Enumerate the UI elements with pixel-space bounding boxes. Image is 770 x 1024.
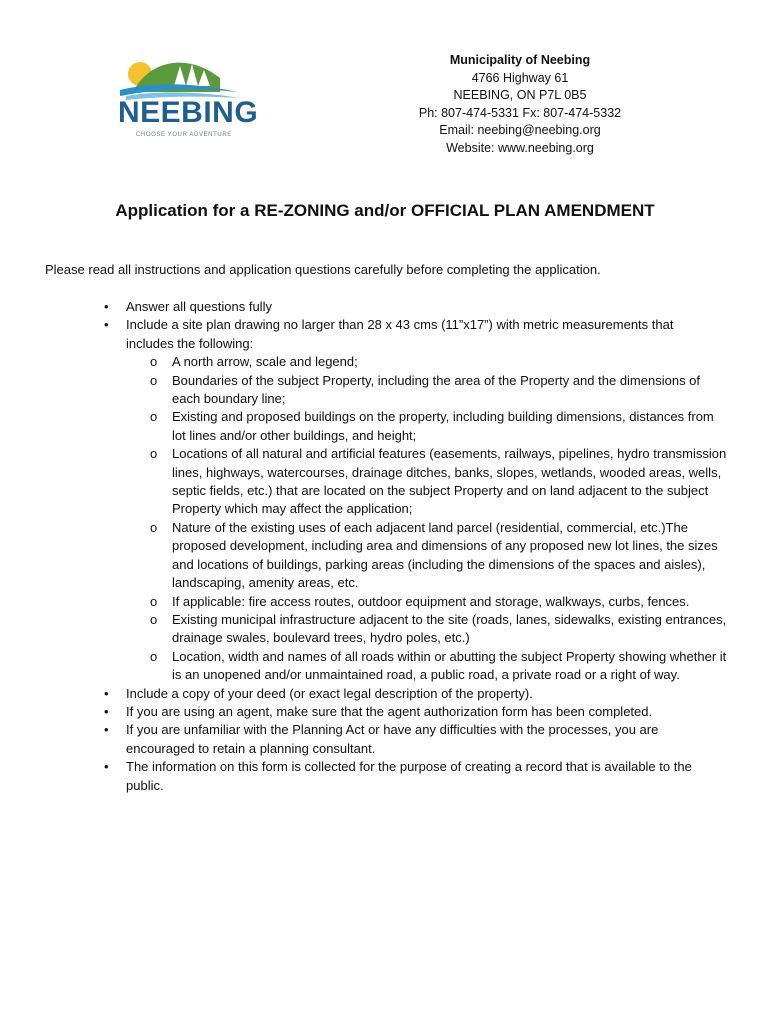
list-item-text: If you are using an agent, make sure that the agent authorization form has been completed. (126, 703, 653, 719)
sub-list-item-text: A north arrow, scale and legend; (172, 354, 358, 370)
list-item (0, 298, 770, 316)
sub-bullet-marker: o (150, 519, 158, 535)
sub-list-item (0, 611, 770, 648)
bullet-marker: • (104, 299, 109, 314)
bullet-marker: • (104, 317, 109, 333)
sub-list-item (0, 372, 770, 409)
sub-list-item-text: Nature of the existing uses of each adjacent land parcel (residential, commercial, etc.)The proposed development, including area and dimensions of any proposed new lot lines, the sizes and locations of buildings, parking areas (including the dimensions of the spaces and aisles), landscaping, amenity areas, etc. (172, 519, 718, 591)
list-item-text: Include a site plan drawing no larger than 28 x 43 cms (11”x17”) with metric measurements that includes the following: (126, 317, 674, 351)
sub-list-item (0, 519, 770, 593)
bullet-marker: • (104, 703, 109, 719)
list-item (0, 703, 770, 721)
sub-list-item (0, 593, 770, 611)
sub-list-item-text: Locations of all natural and artificial features (easements, railways, pipelines, hydro transmission lines, highways, watercourses, drainage ditches, banks, slopes, wetlands, wooded areas, wells, septic fields, etc.) that are located on the subject Property and on land adjacent to the subject Property which may affect the application; (172, 446, 727, 517)
logo-tagline: CHOOSE YOUR ADVENTURE (136, 132, 232, 138)
sub-list-item-text: Existing and proposed buildings on the property, including building dimensions, distances from lot lines and/or other buildings, and height; (172, 409, 714, 443)
bullet-marker: • (104, 722, 109, 738)
street-address: 4766 Highway 61 (471, 70, 569, 85)
sub-bullet-marker: o (150, 611, 158, 627)
list-item (0, 316, 770, 353)
sub-bullet-marker: o (150, 354, 158, 370)
sub-list-item-text: Location, width and names of all roads within or abutting the subject Property showing whether it is an unopened and/or unmaintained road, a public road, a private road or a right of way. (172, 648, 727, 683)
sub-bullet-marker: o (150, 648, 158, 664)
list-item (0, 758, 770, 795)
list-item-text: The information on this form is collected for the purpose of creating a record that is available to the public. (126, 759, 692, 793)
sub-list-item-text: Existing municipal infrastructure adjacent to the site (roads, lanes, sidewalks, existing entrances, drainage swales, boulevard trees, hydro poles, etc.) (172, 611, 727, 646)
address-block (395, 52, 645, 158)
document-title: Application for a RE-ZONING and/or OFFICIAL PLAN AMENDMENT (115, 201, 655, 220)
municipality-name: Municipality of Neebing (449, 53, 591, 67)
logo-wordmark: NEEBING (118, 96, 259, 129)
sub-bullet-marker: o (150, 409, 158, 425)
bullet-marker: • (104, 685, 109, 701)
list-item (0, 685, 770, 703)
sub-list-item-text: Boundaries of the subject Property, including the area of the Property and the dimensions of each boundary line; (172, 372, 701, 407)
sub-list-item (0, 353, 770, 371)
list-item-text: If you are unfamiliar with the Planning Act or have any difficulties with the processes, you are encouraged to retain a planning consultant. (126, 722, 659, 756)
bullet-marker: • (104, 759, 109, 775)
sub-list-item-text: If applicable: fire access routes, outdoor equipment and storage, walkways, curbs, fences. (172, 593, 690, 609)
intro-text: Please read all instructions and application questions carefully before completing the application. (45, 262, 601, 277)
list-item-text: Answer all questions fully (126, 299, 272, 314)
sub-list-item (0, 648, 770, 685)
sub-bullet-marker: o (150, 593, 158, 609)
sub-bullet-marker: o (150, 372, 158, 388)
list-item-text: Include a copy of your deed (or exact legal description of the property). (126, 685, 533, 701)
instructions-list (0, 298, 770, 795)
phone-fax: Ph: 807-474-5331 Fx: 807-474-5332 (418, 105, 622, 120)
website-line: Website: www.neebing.org (446, 140, 594, 155)
sub-bullet-marker: o (150, 446, 158, 462)
city-postal: NEEBING, ON P7L 0B5 (453, 88, 587, 103)
list-item (0, 721, 770, 758)
email-line: Email: neebing@neebing.org (439, 123, 601, 138)
sub-list-item (0, 408, 770, 445)
sub-list-item (0, 445, 770, 519)
